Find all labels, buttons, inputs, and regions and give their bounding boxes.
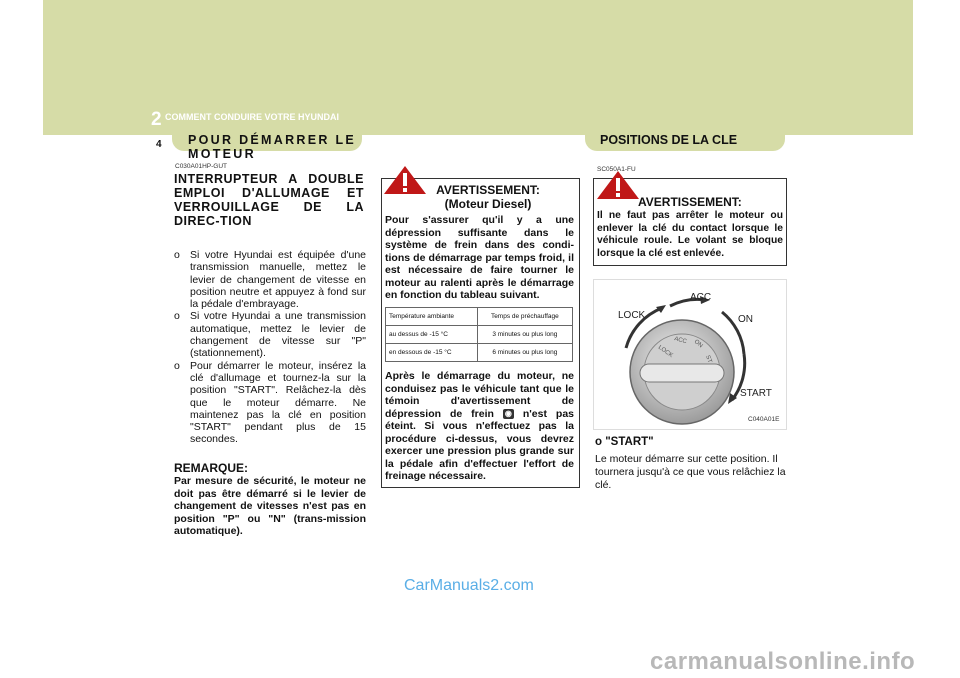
bullet: o xyxy=(174,249,180,261)
watermark-top[interactable]: CarManuals2.com xyxy=(404,577,534,594)
doc-code-right: SC050A1-FU xyxy=(597,166,636,173)
table-header: Température ambiante xyxy=(386,308,478,326)
table-row xyxy=(386,344,573,362)
table-cell: 6 minutes ou plus long xyxy=(477,344,572,362)
key-warning-title: AVERTISSEMENT: xyxy=(638,195,742,209)
preheat-table xyxy=(385,307,573,362)
ring-label-on: ON xyxy=(692,338,704,350)
section-title-key-positions: POSITIONS DE LA CLE xyxy=(600,133,738,147)
ring-label-start: ST xyxy=(704,354,713,364)
diesel-warning-title xyxy=(418,183,558,211)
instructions-list xyxy=(174,249,366,446)
start-position-heading: o "START" xyxy=(595,436,654,448)
warning-after-text-1: Après le démarrage du moteur, ne conduisez pas le véhicule tant que le témoin d'avertissement de dépression de frein xyxy=(385,370,574,420)
figure-code: C040A01E xyxy=(748,416,780,423)
list-item xyxy=(174,360,366,446)
remarque-body: Par mesure de sécurité, le moteur ne doit pas être démarré si le levier de changement de vitesses n'est pas en position "P" ou "N" (trans-mission automatique). xyxy=(174,475,366,537)
table-cell: au dessus de -15 °C xyxy=(386,326,478,344)
list-item xyxy=(174,249,366,310)
ring-label-lock: LOCK xyxy=(656,344,674,360)
list-item-text: Si votre Hyundai a une transmission automatique, mettez le levier de changement de vitesse sur "P" (stationnement). xyxy=(190,310,366,360)
list-item-text: Pour démarrer le moteur, insérez la clé d'allumage et tournez-la sur la position "START". Relâchez-la dès que le moteur démarre. Ne maintenez pas la clé en position "START" pendant plus de 15 secondes. xyxy=(190,359,366,446)
table-header-row xyxy=(386,308,573,326)
remarque-title: REMARQUE: xyxy=(174,461,248,475)
brake-vacuum-warning-icon: ◉ xyxy=(503,409,514,419)
ring-label-acc: ACC xyxy=(673,336,688,346)
warning-after-text-2: n'est pas éteint. Si vous n'effectuez pas la procédure ci-dessus, vous devrez exercer une pression plus grande sur la pédale afin d'effectuer l'effort de freinage nécessaire. xyxy=(385,407,575,482)
label-lock: LOCK xyxy=(618,310,646,321)
key-warning-body: Il ne faut pas arrêter le moteur ou enlever la clé du contact lorsque le véhicule roule. Le volant se bloque lorsque la clé est enlevée. xyxy=(597,210,783,259)
diesel-warning-after xyxy=(385,370,574,483)
table-header: Temps de préchauffage xyxy=(477,308,572,326)
ignition-heading: INTERRUPTEUR A DOUBLE EMPLOI D'ALLUMAGE ET VERROUILLAGE DE LA DIREC-TION xyxy=(174,172,364,228)
table-row xyxy=(386,326,573,344)
ignition-switch-diagram xyxy=(594,280,786,429)
list-item xyxy=(174,310,366,359)
watermark-bottom[interactable]: carmanualsonline.info xyxy=(650,648,916,675)
warning-title-line: AVERTISSEMENT: xyxy=(436,183,540,197)
diesel-warning-intro: Pour s'assurer qu'il y a une dépression suffisante dans le système de frein dans des condi-tions de démarrage par temps froid, il est nécessaire de faire tourner le moteur au ralenti après le démarrage en fonction du tableau suivant. xyxy=(385,214,574,301)
bullet: o xyxy=(174,359,180,372)
warning-triangle-icon xyxy=(596,170,640,200)
label-start: START xyxy=(740,388,772,399)
bullet: o xyxy=(174,310,180,323)
page-number: 4 xyxy=(156,139,162,150)
chapter-number: 2 xyxy=(151,109,162,130)
list-item-text: Si votre Hyundai est équipée d'une transmission manuelle, mettez le levier de changement de vitesse en position neutre et appuyez à fond sur la pédale d'embrayage. xyxy=(190,249,366,311)
label-on: ON xyxy=(738,314,753,325)
label-acc: ACC xyxy=(690,292,712,303)
table-cell: 3 minutes ou plus long xyxy=(477,326,572,344)
section-title-start-engine: POUR DÉMARRER LE MOTEUR xyxy=(188,133,357,161)
ignition-switch-figure xyxy=(593,279,787,430)
doc-code-left: C030A01HP-GUT xyxy=(175,163,228,170)
warning-subtitle-line: (Moteur Diesel) xyxy=(444,197,532,211)
start-position-body: Le moteur démarre sur cette position. Il tournera jusqu'à ce que vous relâchiez la clé. xyxy=(595,453,786,491)
chapter-title: COMMENT CONDUIRE VOTRE HYUNDAI xyxy=(165,112,340,122)
table-cell: en dessous de -15 °C xyxy=(386,344,478,362)
